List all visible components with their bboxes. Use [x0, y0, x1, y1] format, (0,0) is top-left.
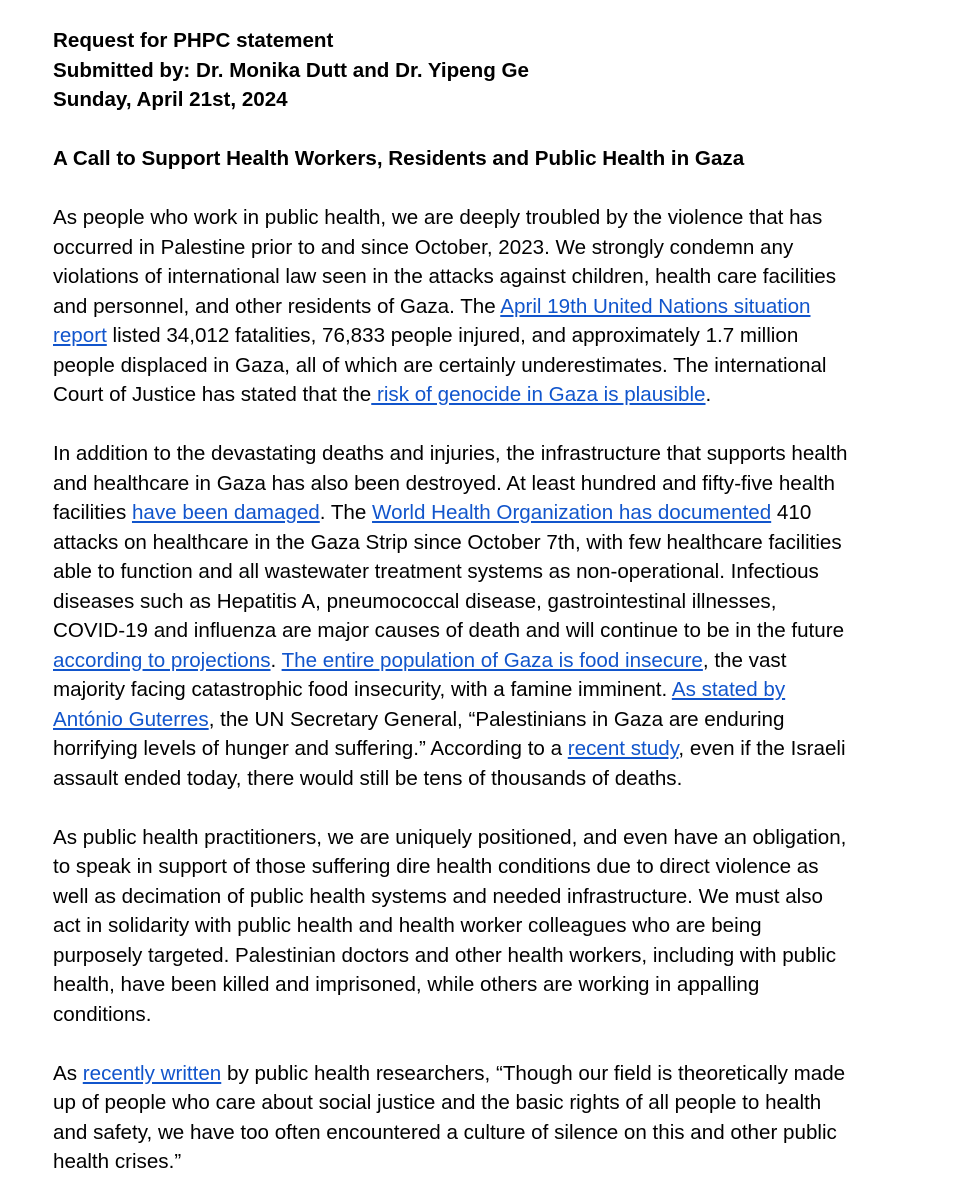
p2-line-12: assault ended today, there would still be tens of thousands of deaths.: [53, 766, 683, 790]
p2-line-11: [53, 734, 923, 764]
p1-line-5-text: listed 34,012 fatalities, 76,833 people injured, and approximately 1.7 million: [106, 324, 799, 347]
p2-line-3-end: 410: [771, 501, 812, 524]
paragraph-2: [53, 439, 923, 793]
p2-line-1: In addition to the devastating deaths and injuries, the infrastructure that supports health: [53, 442, 848, 465]
document-header: [53, 26, 936, 115]
paragraph-4: [53, 1059, 923, 1177]
un-situation-report-link-cont[interactable]: report: [53, 324, 107, 347]
recent-study-link[interactable]: recent study: [567, 737, 679, 760]
p1-line-5: [53, 321, 923, 351]
p1-line-6: people displaced in Gaza, all of which are certainly underestimates. The international: [53, 353, 827, 377]
p1-line-7-text: Court of Justice has stated that the: [53, 383, 372, 406]
p2-line-7: COVID-19 and influenza are major causes of death and will continue to be in the future: [53, 619, 845, 642]
p3-line-2: to speak in support of those suffering dire health conditions due to direct violence as: [53, 855, 819, 878]
p2-line-5: able to function and all wastewater treatment systems as non-operational. Infectious: [53, 560, 819, 583]
p2-line-8: [53, 646, 923, 676]
p3-line-4: act in solidarity with public health and health worker colleagues who are being: [53, 914, 762, 937]
paragraph-3: [53, 823, 923, 1030]
p4-line-1-text: by public health researchers, “Though our field is theoretically made: [221, 1061, 846, 1085]
p3-line-7: conditions.: [53, 1002, 152, 1026]
p2-line-8-end: , the vast: [702, 648, 787, 672]
guterres-statement-link-cont[interactable]: António Guterres: [53, 707, 209, 731]
request-heading: Request for PHPC statement: [53, 29, 334, 52]
food-insecure-link[interactable]: The entire population of Gaza is food insecure: [281, 648, 703, 672]
p2-line-10-text: , the UN Secretary General, “Palestinians in Gaza are enduring: [208, 707, 785, 731]
guterres-statement-link[interactable]: As stated by: [671, 678, 786, 701]
p3-line-1: As public health practitioners, we are uniquely positioned, and even have an obligation,: [53, 825, 847, 849]
p3-line-5: purposely targeted. Palestinian doctors and other health workers, including with public: [53, 943, 837, 967]
p1-line-4-text: and personnel, and other residents of Gaza. The: [53, 294, 501, 318]
p1-line-7-end: .: [705, 383, 712, 406]
p1-line-4: [53, 292, 923, 322]
genocide-risk-link[interactable]: risk of genocide in Gaza is plausible: [371, 383, 706, 406]
p4-line-4: health crises.”: [53, 1150, 182, 1173]
p3-line-6: health, have been killed and imprisoned, while others are working in appalling: [53, 973, 760, 996]
damaged-facilities-link[interactable]: have been damaged: [131, 501, 320, 524]
p1-line-7: [53, 380, 923, 410]
p2-line-11-end: , even if the Israeli: [678, 737, 846, 760]
p2-line-8-mid: .: [270, 648, 282, 672]
recently-written-link[interactable]: recently written: [82, 1061, 222, 1085]
submitted-by: Submitted by: Dr. Monika Dutt and Dr. Yipeng Ge: [53, 58, 529, 82]
p4-line-1-start: As: [53, 1061, 83, 1085]
p4-line-3: and safety, we have too often encountered a culture of silence on this and other public: [53, 1120, 837, 1144]
p4-line-2: up of people who care about social justice and the basic rights of all people to health: [53, 1091, 822, 1114]
un-situation-report-link[interactable]: April 19th United Nations situation: [500, 294, 811, 318]
p2-line-11-text: horrifying levels of hunger and suffering.” According to a: [53, 737, 568, 760]
p1-line-2: occurred in Palestine prior to and since October, 2023. We strongly condemn any: [53, 235, 794, 259]
p2-line-4: attacks on healthcare in the Gaza Strip since October 7th, with few healthcare facilities: [53, 530, 842, 554]
p2-line-9: [53, 675, 923, 705]
statement-title: A Call to Support Health Workers, Residents and Public Health in Gaza: [53, 147, 745, 170]
p1-line-3: violations of international law seen in the attacks against children, health care facilities: [53, 265, 837, 288]
p2-line-3-text: facilities: [53, 501, 132, 524]
p2-line-3-mid: . The: [319, 501, 373, 524]
paragraph-1: [53, 203, 923, 410]
p3-line-3: well as decimation of public health systems and needed infrastructure. We must also: [53, 884, 823, 908]
who-documented-link[interactable]: World Health Organization has documented: [372, 501, 772, 524]
p2-line-2: and healthcare in Gaza has also been destroyed. At least hundred and fifty-five health: [53, 471, 835, 495]
p2-line-6: diseases such as Hepatitis A, pneumococcal disease, gastrointestinal illnesses,: [53, 589, 777, 613]
p4-line-1: [53, 1059, 923, 1089]
p2-line-10: [53, 705, 923, 735]
p2-line-3: [53, 498, 923, 528]
projections-link[interactable]: according to projections: [53, 648, 271, 672]
date-line: Sunday, April 21st, 2024: [53, 88, 288, 111]
p1-line-1: As people who work in public health, we are deeply troubled by the violence that has: [53, 206, 823, 229]
p2-line-9-text: majority facing catastrophic food insecurity, with a famine imminent.: [53, 678, 672, 701]
